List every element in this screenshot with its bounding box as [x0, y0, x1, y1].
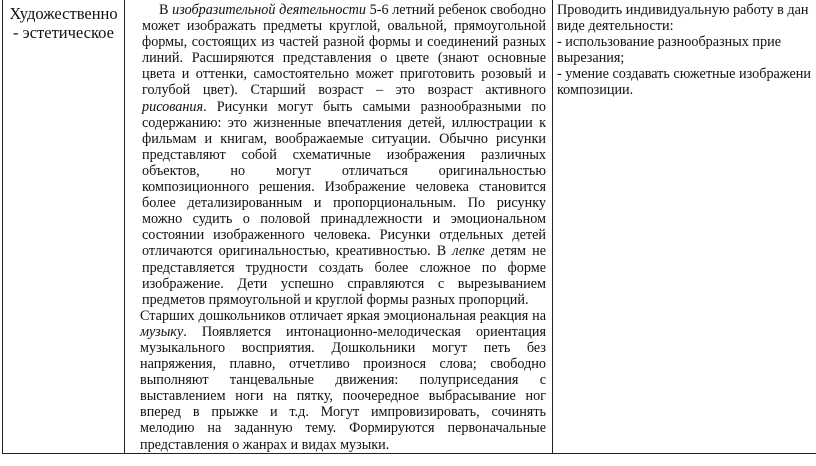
content-text — [125, 0, 552, 453]
emphasis-modeling: лепке — [452, 243, 485, 260]
area-title-line1: Художественно — [9, 4, 118, 23]
emphasis-drawing: рисования — [142, 98, 204, 115]
table-row — [3, 0, 816, 453]
tasks-line: Проводить индивидуальную работу в дан — [557, 2, 809, 18]
area-cell — [3, 0, 125, 453]
text-span: В — [159, 2, 173, 18]
text-span: . Рисунки могут быть самыми разнообразными по содержанию: это жизненные впечатления детей, иллюстрации к фильмам и книгам, воображаемые ситуации. Обычно рисунки представляют собой схематичные изображения различных объектов, но могут отличаться оригинальностью композиционного решения. Изображение человека становится более детализированным и пропорциональным. По рисунку можно судить о половой принадлежности и эмоциональном состоянии изображенного человека. Рисунки отдельных детей отличаются оригинальностью, креативностью. В — [142, 98, 546, 260]
area-title — [3, 0, 124, 42]
content-cell — [125, 0, 553, 453]
text-span: . Появляется интонационно-мелодическая ориентация музыкального восприятия. Дошкольники могут петь без напряжения, плавно, отчетливо произнося слова; свободно выполняют танцевальные движения: полуприседания с выставлением ноги на пятку, поочередное выбрасывание ног вперед в прыжке и т.д. Могут импровизировать, сочинять мелодию на заданную тему. Формируются первоначальные представления о жанрах и видах музыки. — [140, 323, 546, 453]
tasks-line: - использование разнообразных прие — [557, 34, 781, 51]
tasks-line: вырезания; — [557, 50, 625, 67]
text-span: Старших дошкольников отличает яркая эмоциональная реакция на — [140, 307, 546, 324]
tasks-line: композиции. — [557, 82, 634, 99]
tasks-cell — [553, 0, 816, 453]
tasks-line: виде деятельности: — [557, 18, 674, 35]
emphasis-visual-activity: изобразительной деятельности — [172, 2, 366, 18]
area-title-line2: - эстетическое — [13, 23, 114, 42]
tasks-line: - умение создавать сюжетные изображени — [557, 66, 811, 83]
tasks-text — [553, 0, 816, 99]
paragraph-music — [140, 308, 546, 453]
paragraph-art — [142, 2, 546, 308]
emphasis-music: музыку — [140, 323, 184, 340]
plan-table — [2, 0, 816, 454]
text-span: детям не представляется трудности создать более сложное по форме изображение. Дети успешно справляются с вырезыванием предметов прямоугольной и круглой формы разных пропорций. — [142, 243, 547, 308]
text-span: 5-6 летний ребенок свободно может изображать предметы круглой, овальной, прямоугольной формы, состоящих из частей разной формы и соединений разных линий. Расширяются представления о цвете (знают основные цвета и оттенки, самостоятельно может приготовить розовый и голубой цвет). Старший возраст – это возраст активного — [142, 2, 546, 99]
